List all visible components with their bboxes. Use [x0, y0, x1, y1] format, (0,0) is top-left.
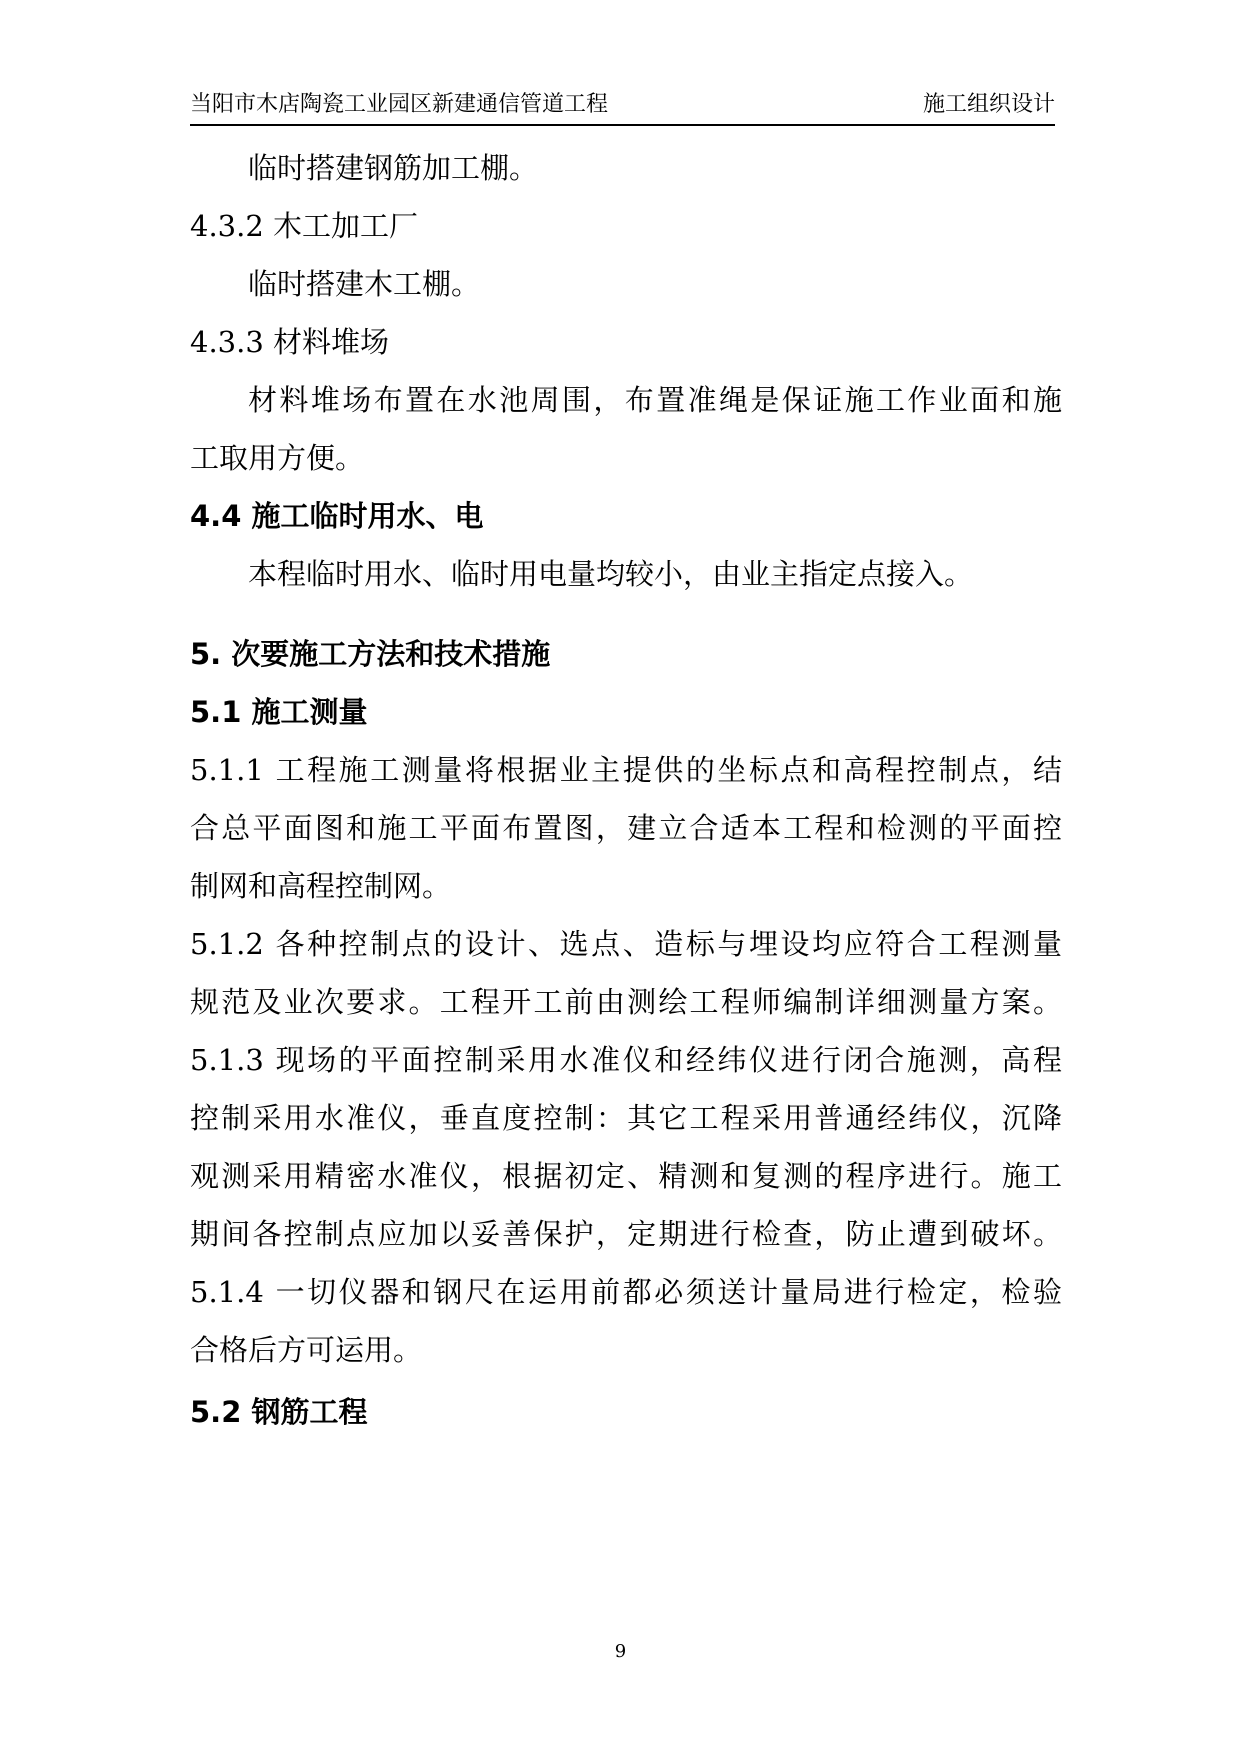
header-document-type: 施工组织设计	[922, 92, 1055, 117]
paragraph-line: 5.1.4 一切仪器和钢尺在运用前都必须送计量局进行检定，检验	[190, 1275, 1062, 1309]
chapter-heading: 5. 次要施工方法和技术措施	[190, 637, 551, 671]
subsection-heading: 4.3.2 木工加工厂	[190, 209, 419, 243]
header-project-title: 当阳市木店陶瓷工业园区新建通信管道工程	[190, 92, 609, 117]
paragraph-line: 材料堆场布置在水池周围，布置准绳是保证施工作业面和施	[248, 383, 1062, 417]
paragraph-line: 规范及业次要求。工程开工前由测绘工程师编制详细测量方案。	[190, 985, 1062, 1019]
paragraph-line: 临时搭建钢筋加工棚。	[248, 151, 539, 185]
page-header	[190, 86, 1055, 126]
paragraph-line: 合总平面图和施工平面布置图，建立合适本工程和检测的平面控	[190, 811, 1062, 845]
paragraph-line: 5.1.3 现场的平面控制采用水准仪和经纬仪进行闭合施测，高程	[190, 1043, 1062, 1077]
paragraph-line: 制网和高程控制网。	[190, 869, 452, 903]
paragraph-line: 5.1.2 各种控制点的设计、选点、造标与埋设均应符合工程测量	[190, 927, 1062, 961]
paragraph-line: 5.1.1 工程施工测量将根据业主提供的坐标点和高程控制点，结	[190, 753, 1062, 787]
section-heading: 4.4 施工临时用水、电	[190, 499, 484, 533]
paragraph-line: 控制采用水准仪，垂直度控制：其它工程采用普通经纬仪，沉降	[190, 1101, 1062, 1135]
paragraph-line: 工取用方便。	[190, 441, 365, 475]
page-number: 9	[614, 1641, 627, 1662]
section-heading: 5.2 钢筋工程	[190, 1395, 368, 1429]
paragraph-line: 合格后方可运用。	[190, 1333, 423, 1367]
paragraph-line: 临时搭建木工棚。	[248, 267, 481, 301]
paragraph-line: 本程临时用水、临时用电量均较小，由业主指定点接入。	[248, 557, 974, 591]
paragraph-line: 观测采用精密水准仪，根据初定、精测和复测的程序进行。施工	[190, 1159, 1062, 1193]
paragraph-line: 期间各控制点应加以妥善保护，定期进行检查，防止遭到破坏。	[190, 1217, 1062, 1251]
subsection-heading: 4.3.3 材料堆场	[190, 325, 390, 359]
section-heading: 5.1 施工测量	[190, 695, 368, 729]
